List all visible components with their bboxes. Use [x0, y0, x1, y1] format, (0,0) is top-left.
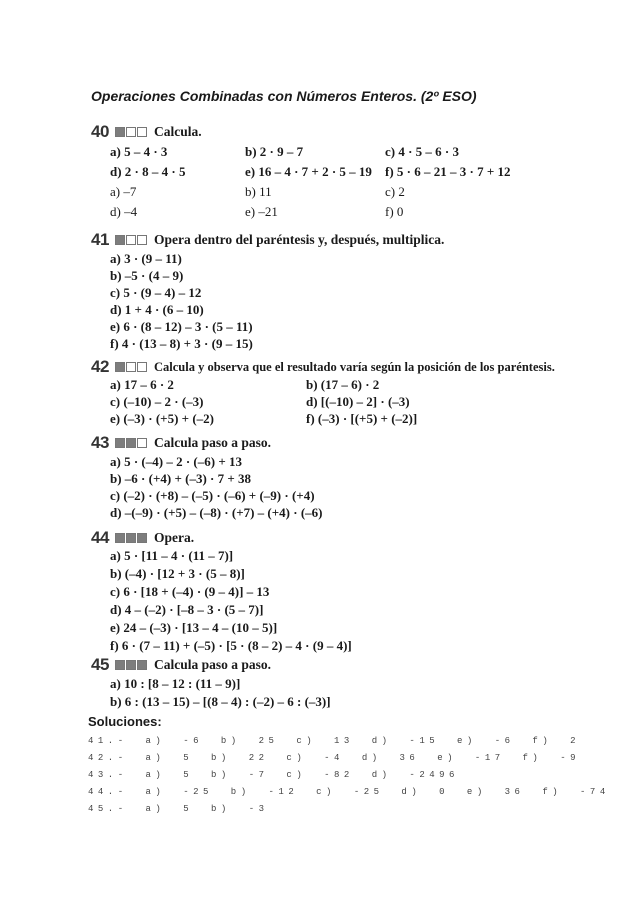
answer-item: c) 2	[385, 184, 405, 199]
exercise-item: d) –(–9) · (+5) – (–8) · (+7) – (+4) · (–6)	[110, 505, 323, 520]
exercise-44-header	[91, 528, 194, 548]
exercise-42-header	[91, 357, 555, 377]
exercise-item: e) (–3) · (+5) + (–2)	[110, 411, 214, 426]
exercise-number: 44	[91, 528, 109, 547]
exercise-item: c) (–2) · (+8) – (–5) · (–6) + (–9) · (+4)	[110, 488, 315, 503]
solution-line: 45.- a) 5 b) -3	[88, 804, 269, 814]
exercise-item: d) 1 + 4 · (6 – 10)	[110, 302, 204, 317]
exercise-item: c) 4 · 5 – 6 · 3	[385, 144, 460, 159]
exercise-41-header	[91, 230, 444, 250]
exercise-item: d) 4 – (–2) · [–8 – 3 · (5 – 7)]	[110, 602, 264, 617]
exercise-item: c) 6 · [18 + (–4) · (9 – 4)] – 13	[110, 584, 270, 599]
answer-item: b) 11	[245, 184, 272, 199]
answer-item: e) –21	[245, 204, 278, 219]
exercise-item: b) (17 – 6) · 2	[306, 377, 380, 392]
exercise-number: 41	[91, 230, 109, 249]
exercise-instruction: Calcula.	[154, 124, 202, 139]
exercise-item: a) 3 · (9 – 11)	[110, 251, 182, 266]
exercise-item: b) –5 · (4 – 9)	[110, 268, 184, 283]
difficulty-icon	[115, 235, 148, 245]
exercise-item: e) 16 – 4 · 7 + 2 · 5 – 19	[245, 164, 372, 179]
exercise-number: 40	[91, 122, 109, 141]
exercise-item: d) [(–10) – 2] · (–3)	[306, 394, 410, 409]
exercise-item: a) 17 – 6 · 2	[110, 377, 174, 392]
answer-item: a) –7	[110, 184, 137, 199]
exercise-item: b) 2 · 9 – 7	[245, 144, 304, 159]
exercise-item: f) 5 · 6 – 21 – 3 · 7 + 12	[385, 164, 511, 179]
exercise-item: a) 5 – 4 · 3	[110, 144, 168, 159]
exercise-item: c) (–10) – 2 · (–3)	[110, 394, 204, 409]
difficulty-icon	[115, 533, 148, 543]
exercise-instruction: Calcula y observa que el resultado varía según la posición de los paréntesis.	[154, 359, 555, 374]
exercise-instruction: Calcula paso a paso.	[154, 435, 272, 450]
exercise-item: c) 5 · (9 – 4) – 12	[110, 285, 202, 300]
solution-line: 44.- a) -25 b) -12 c) -25 d) 0 e) 36 f) -74	[88, 787, 610, 797]
exercise-item: d) 2 · 8 – 4 · 5	[110, 164, 186, 179]
exercise-instruction: Opera.	[154, 530, 195, 545]
exercise-instruction: Opera dentro del paréntesis y, después, multiplica.	[154, 232, 445, 247]
exercise-40-header	[91, 122, 202, 142]
solutions-title: Soluciones:	[88, 714, 162, 729]
difficulty-icon	[115, 438, 148, 448]
exercise-item: a) 5 · [11 – 4 · (11 – 7)]	[110, 548, 234, 563]
exercise-43-header	[91, 433, 271, 453]
difficulty-icon	[115, 127, 148, 137]
exercise-number: 45	[91, 655, 109, 674]
difficulty-icon	[115, 660, 148, 670]
exercise-item: f) (–3) · [(+5) + (–2)]	[306, 411, 418, 426]
solution-line: 42.- a) 5 b) 22 c) -4 d) 36 e) -17 f) -9	[88, 753, 581, 763]
exercise-item: b) –6 · (+4) + (–3) · 7 + 38	[110, 471, 252, 486]
exercise-45-header	[91, 655, 271, 675]
exercise-item: e) 6 · (8 – 12) – 3 · (5 – 11)	[110, 319, 253, 334]
exercise-item: e) 24 – (–3) · [13 – 4 – (10 – 5)]	[110, 620, 278, 635]
exercise-item: a) 10 : [8 – 12 : (11 – 9)]	[110, 676, 241, 691]
difficulty-icon	[115, 362, 148, 372]
solution-line: 43.- a) 5 b) -7 c) -82 d) -2496	[88, 770, 459, 780]
answer-item: f) 0	[385, 204, 404, 219]
exercise-instruction: Calcula paso a paso.	[154, 657, 272, 672]
exercise-number: 43	[91, 433, 109, 452]
exercise-number: 42	[91, 357, 109, 376]
exercise-item: b) 6 : (13 – 15) – [(8 – 4) : (–2) – 6 : (–3)]	[110, 694, 331, 709]
solution-line: 41.- a) -6 b) 25 c) 13 d) -15 e) -6 f) 2	[88, 736, 581, 746]
exercise-item: b) (–4) · [12 + 3 · (5 – 8)]	[110, 566, 245, 581]
page-title: Operaciones Combinadas con Números Enteros. (2º ESO)	[91, 88, 477, 104]
exercise-item: f) 6 · (7 – 11) + (–5) · [5 · (8 – 2) – 4 · (9 – 4)]	[110, 638, 352, 653]
answer-item: d) –4	[110, 204, 138, 219]
exercise-item: f) 4 · (13 – 8) + 3 · (9 – 15)	[110, 336, 253, 351]
exercise-item: a) 5 · (–4) – 2 · (–6) + 13	[110, 454, 242, 469]
